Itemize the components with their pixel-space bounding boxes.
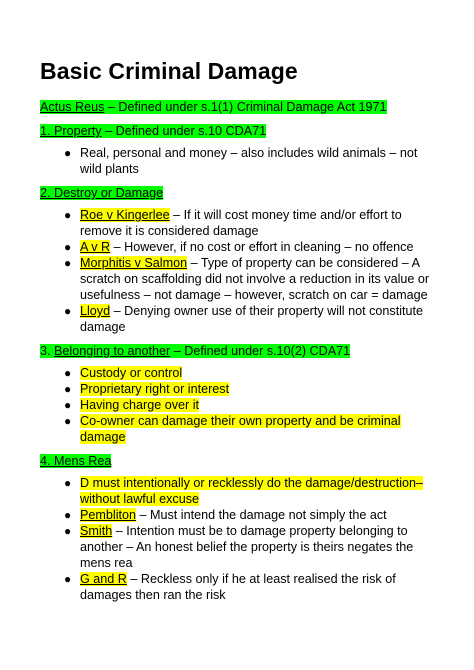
case-name: Roe v Kingerlee (80, 208, 170, 222)
property-heading (40, 123, 434, 139)
belonging-number: 3. (40, 344, 55, 358)
property-definition: – Defined under s.10 CDA71 (101, 124, 267, 138)
list-item: ● G and R – Reckless only if he at least realised the risk of damages then ran the risk (64, 572, 396, 602)
bullet-icon: ● (64, 476, 72, 490)
list-item: ● Roe v Kingerlee – If it will cost money time and/or effort to remove it is considered damage (64, 208, 402, 238)
list-item: ● Co-owner can damage their own property and be criminal damage (64, 414, 401, 444)
bullet-icon: ● (64, 508, 72, 522)
belonging-list (40, 365, 434, 445)
list-item: ● Smith – Intention must be to damage property belonging to another – An honest belief the property is theirs negates the mens rea (64, 524, 414, 570)
case-name: G and R (80, 572, 127, 586)
bullet-icon: ● (64, 398, 72, 412)
bullet-icon: ● (64, 572, 72, 586)
belonging-heading (40, 343, 434, 359)
list-item: ● Pembliton – Must intend the damage not simply the act (64, 508, 387, 522)
mens-rea-heading (40, 453, 434, 469)
case-name: A v R (80, 240, 111, 254)
property-list (40, 145, 434, 177)
bullet-icon: ● (64, 240, 72, 254)
page-title: Basic Criminal Damage (40, 58, 298, 84)
bullet-icon: ● (64, 146, 72, 160)
belonging-definition: – Defined under s.10(2) CDA71 (170, 344, 351, 358)
list-item: ● Morphitis v Salmon – Type of property can be considered – A scratch on scaffolding did not involve a reduction in its value or usefulness – not damage – however, scratch on car = damage (64, 256, 430, 302)
destroy-heading (40, 185, 434, 201)
destroy-term: 2. Destroy or Damage (40, 186, 164, 200)
list-item: ● Having charge over it (64, 398, 200, 412)
case-name: Pembliton (80, 508, 137, 522)
bullet-icon: ● (64, 208, 72, 222)
bullet-icon: ● (64, 366, 72, 380)
mens-rea-lead: D must intentionally or recklessly do the damage/destruction– without lawful excuse (80, 476, 424, 506)
mens-rea-list (40, 475, 434, 603)
actus-reus-heading (40, 99, 434, 115)
bullet-icon: ● (64, 256, 72, 270)
destroy-list (40, 207, 434, 335)
bullet-icon: ● (64, 524, 72, 538)
property-term: 1. Property (40, 124, 102, 138)
actus-reus-definition: – Defined under s.1(1) Criminal Damage Act 1971 (104, 100, 387, 114)
bullet-icon: ● (64, 304, 72, 318)
bullet-icon: ● (64, 414, 72, 428)
list-item: ● Proprietary right or interest (64, 382, 230, 396)
list-item: ● Custody or control (64, 366, 183, 380)
mens-rea-term: 4. Mens Rea (40, 454, 112, 468)
bullet-icon: ● (64, 382, 72, 396)
list-item: ● Real, personal and money – also includes wild animals – not wild plants (64, 146, 418, 176)
list-item: ● A v R – However, if no cost or effort in cleaning – no offence (64, 240, 414, 254)
actus-reus-term: Actus Reus (40, 100, 105, 114)
case-name: Lloyd (80, 304, 111, 318)
case-name: Smith (80, 524, 113, 538)
case-name: Morphitis v Salmon (80, 256, 188, 270)
belonging-term: Belonging to another (54, 344, 171, 358)
list-item (64, 475, 434, 507)
list-item: ● Lloyd – Denying owner use of their property will not constitute damage (64, 304, 424, 334)
